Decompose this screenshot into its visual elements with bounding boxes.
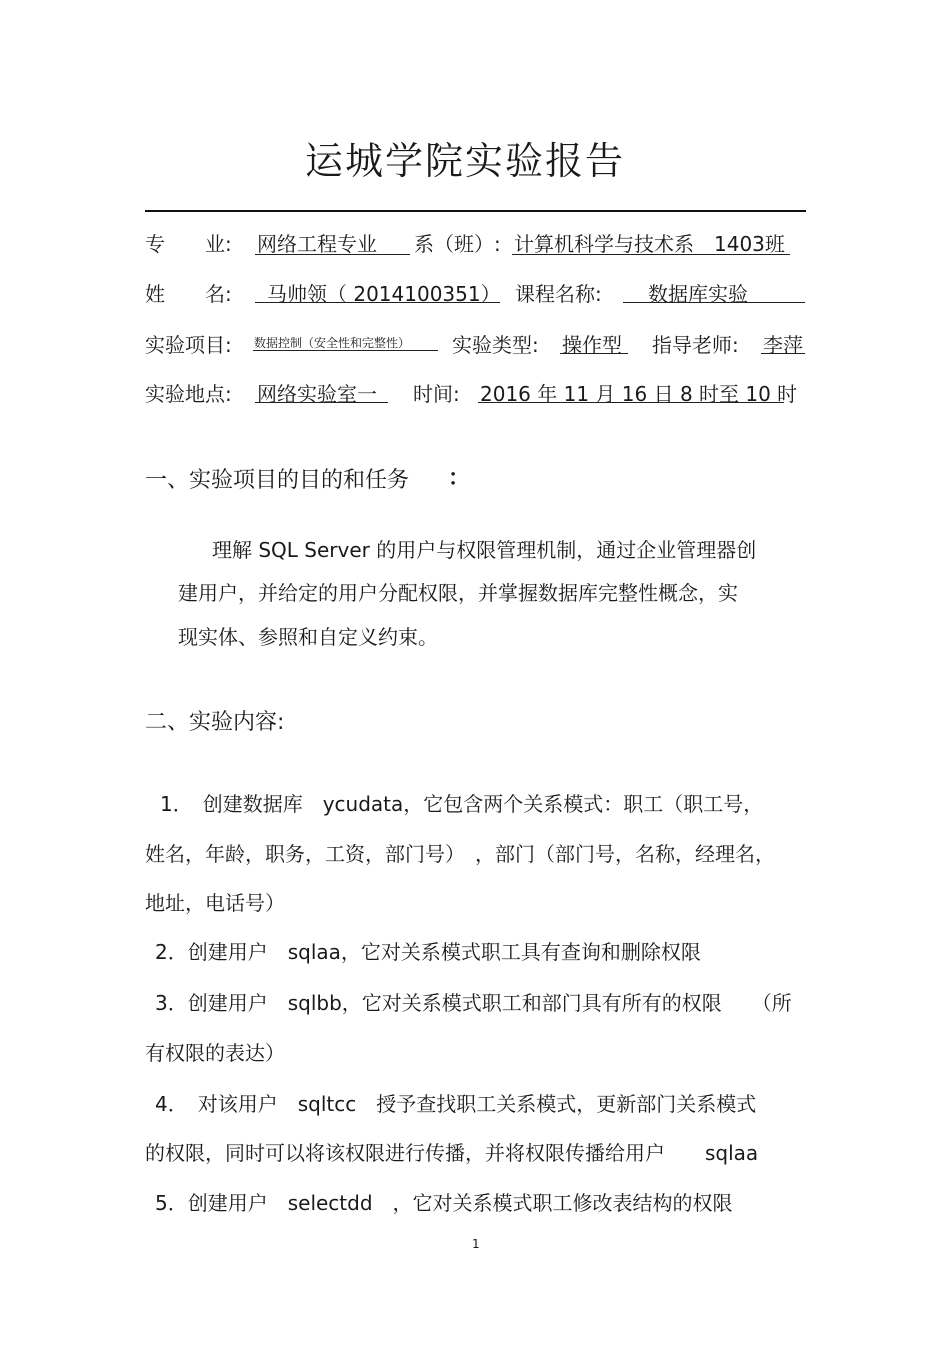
name-value: 马帅领（ 2014100351）: [267, 282, 501, 306]
dept-label: 系（班）:: [414, 232, 501, 256]
section2-line: 2．创建用户 sqlaa，它对关系模式职工具有查询和删除权限: [155, 940, 701, 964]
dept-value: 计算机科学与技术系 1403班: [514, 232, 785, 256]
major-value: 网络工程专业: [257, 232, 377, 256]
major-label: 专 业:: [145, 232, 232, 256]
page-number: 1: [472, 1237, 480, 1251]
dept-underline: [512, 254, 790, 255]
course-label: 课程名称:: [515, 282, 602, 306]
section1-heading: 一、实验项目的目的和任务: [145, 468, 410, 493]
section2-line: 4． 对该用户 sqltcc 授予查找职工关系模式，更新部门关系模式: [155, 1092, 757, 1116]
place-label: 实验地点:: [145, 382, 232, 406]
major-underline: [255, 254, 410, 255]
course-value: 数据库实验: [648, 282, 748, 306]
document-title: 运城学院实验报告: [304, 139, 625, 183]
project-label: 实验项目:: [145, 333, 232, 357]
section1-line: 理解 SQL Server 的用户与权限管理机制，通过企业管理器创: [212, 538, 757, 562]
teacher-value: 李萍: [763, 333, 803, 357]
teacher-label: 指导老师:: [652, 333, 739, 357]
section2-line: 有权限的表达）: [145, 1041, 285, 1065]
time-underline: [478, 402, 784, 403]
section2-line: 的权限，同时可以将该权限进行传播，并将权限传播给用户 sqlaa: [145, 1141, 759, 1165]
course-underline: [623, 302, 805, 303]
place-underline: [255, 402, 388, 403]
place-value: 网络实验室一: [257, 382, 377, 406]
teacher-underline: [761, 353, 805, 354]
section1-line: 建用户，并给定的用户分配权限，并掌握数据库完整性概念，实: [178, 581, 738, 605]
title-rule: [145, 210, 806, 212]
section2-heading: 二、实验内容:: [145, 710, 285, 735]
section2-line: 1． 创建数据库 ycudata，它包含两个关系模式：职工（职工号，: [160, 792, 764, 816]
section1-heading-colon: ：: [448, 466, 471, 491]
name-underline: [255, 302, 500, 303]
time-value: 2016 年 11 月 16 日 8 时至 10 时: [480, 382, 798, 406]
name-label: 姓 名:: [145, 282, 232, 306]
section2-line: 姓名，年龄，职务，工资，部门号） ，部门（部门号，名称，经理名，: [145, 842, 775, 866]
section2-line: 地址，电话号）: [145, 891, 285, 915]
project-underline: [253, 350, 438, 351]
type-label: 实验类型:: [452, 333, 539, 357]
type-value: 操作型: [562, 333, 622, 357]
type-underline: [560, 353, 628, 354]
time-label: 时间:: [413, 382, 460, 406]
section2-line: 3．创建用户 sqlbb，它对关系模式职工和部门具有所有的权限 （所: [155, 991, 792, 1015]
project-value: 数据控制（安全性和完整性）: [254, 336, 411, 350]
section2-line: 5．创建用户 selectdd ，它对关系模式职工修改表结构的权限: [155, 1191, 733, 1215]
section1-line: 现实体、参照和自定义约束。: [178, 625, 438, 649]
